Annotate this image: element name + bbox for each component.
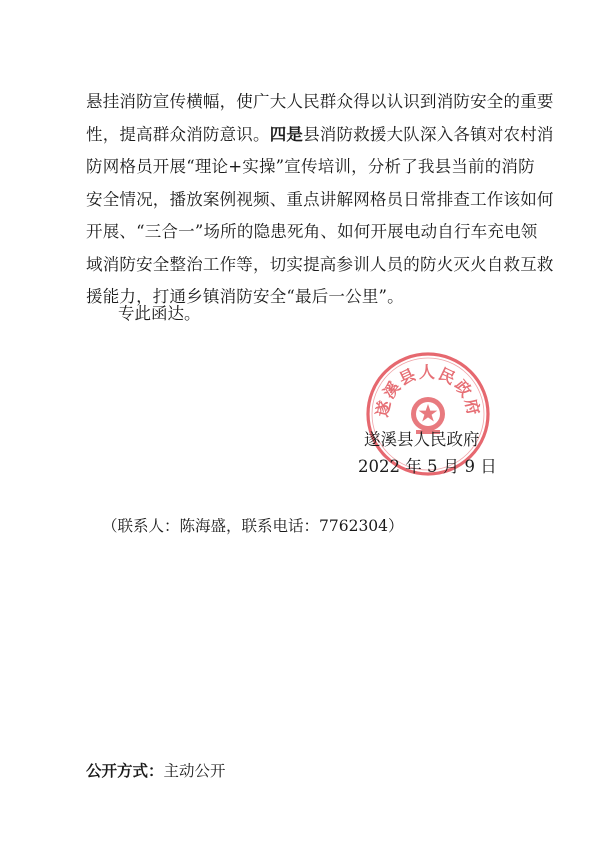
paragraph-line-6: 域消防安全整治工作等，切实提高参训人员的防火灭火自救互救: [86, 254, 554, 274]
body-paragraph: [86, 86, 554, 314]
point-four-marker: 四是: [269, 124, 304, 144]
paragraph-line-2-start: 性，提高群众消防意识。: [86, 124, 270, 144]
paragraph-line-5: 开展、“三合一”场所的隐患死角、如何开展电动自行车充电领: [86, 222, 538, 241]
issue-date: 2022 年 5 月 9 日: [358, 457, 497, 476]
paragraph-line-3: 防网格员开展“理论+实操”宣传培训，分析了我县当前的消防: [86, 157, 535, 176]
seal-text: 遂溪县人民政府: [372, 362, 484, 419]
contact-info: （联系人：陈海盛，联系电话：7762304）: [102, 517, 404, 535]
signer-organization: 遂溪县人民政府: [364, 430, 480, 449]
disclosure-value: 主动公开: [163, 762, 226, 780]
closing-phrase: 专此函达。: [118, 304, 201, 323]
paragraph-line-1: 悬挂消防宣传横幅，使广大人民群众得以认识到消防安全的重要: [86, 92, 554, 111]
paragraph-line-7: 援能力，打通乡镇消防安全“最后一公里”。: [86, 287, 404, 306]
disclosure-method: [86, 759, 226, 783]
paragraph-line-2-end: 县消防救援大队深入各镇对农村消: [303, 124, 554, 144]
paragraph-line-4: 安全情况，播放案例视频、重点讲解网格员日常排查工作该如何: [86, 189, 554, 209]
disclosure-label: 公开方式：: [86, 762, 164, 780]
paragraph-line-2: [86, 119, 554, 152]
